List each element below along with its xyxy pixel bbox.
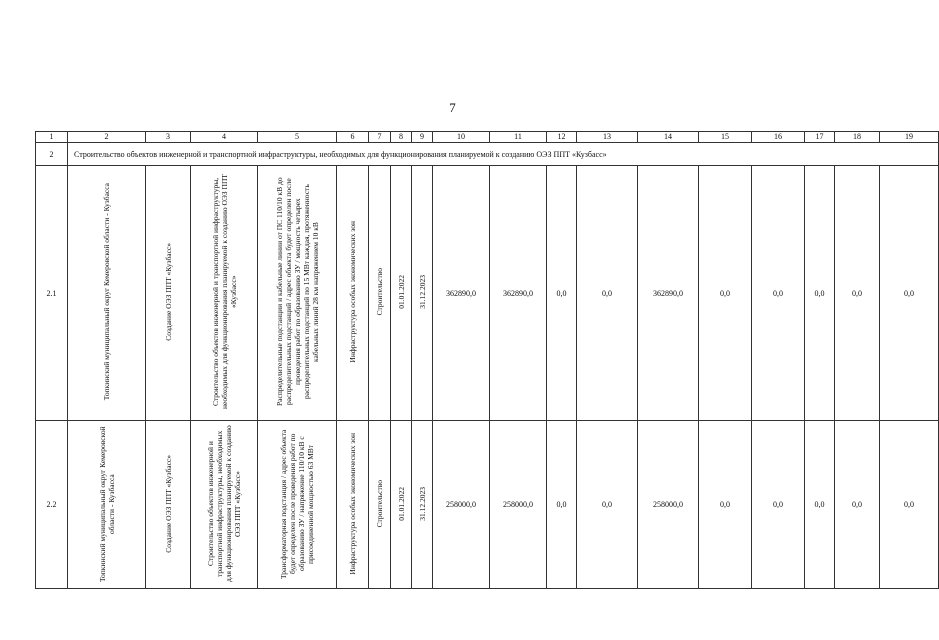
column-number: 17 (805, 132, 835, 143)
value-cell: 0,0 (805, 421, 835, 589)
column-number: 8 (391, 132, 412, 143)
value-cell: 0,0 (880, 421, 939, 589)
start-date-cell: 01.01.2022 (396, 275, 406, 309)
event-cell: Строительство объектов инженерной и транспортной инфраструктуры, необходимых для функционирования планируемой к созданию ОЭЗ ППТ «Кузбасс» (206, 425, 242, 582)
end-date-cell: 31.12.2023 (417, 275, 427, 309)
investment-table (35, 131, 939, 589)
column-number: 18 (835, 132, 880, 143)
value-cell: 0,0 (835, 421, 880, 589)
value-cell: 0,0 (577, 166, 638, 421)
event-cell: Строительство объектов инженерной и транспортной инфраструктуры, необходимых для функционирования планируемой к созданию ОЭЗ ППТ «Кузбасс» (210, 174, 238, 410)
column-number: 16 (752, 132, 805, 143)
column-number: 14 (638, 132, 699, 143)
table-row (36, 421, 939, 589)
page-number: 7 (449, 100, 456, 115)
value-cell: 0,0 (577, 421, 638, 589)
goal-cell: Создание ОЭЗ ППТ «Кузбасс» (163, 243, 173, 341)
column-number: 19 (880, 132, 939, 143)
value-cell: 362890,0 (638, 166, 699, 421)
value-cell: 0,0 (752, 166, 805, 421)
type-cell: Инфраструктура особых экономических зон (348, 221, 357, 363)
column-number: 6 (337, 132, 369, 143)
column-number: 4 (191, 132, 258, 143)
value-cell: 258000,0 (490, 421, 547, 589)
object-cell: Распределительные подстанции и кабельные линии от ПС 110/10 кВ до распределительных подстанций / адрес объекта будет определен после проведения работ по образованию ЗУ / мощность четырех распределительных подстанций по 15 МВт каждая, протяженность кабельных линий 28 км напряжением 10 кВ (274, 177, 320, 407)
value-cell: 0,0 (805, 166, 835, 421)
value-cell: 0,0 (547, 166, 577, 421)
row-number: 2.2 (36, 421, 68, 589)
goal-cell: Создание ОЭЗ ППТ «Кузбасс» (163, 454, 173, 553)
column-number: 1 (36, 132, 68, 143)
municipality-cell: Топкинский муниципальный округ Кемеровской области - Кузбасса (97, 425, 116, 582)
value-cell: 0,0 (699, 166, 752, 421)
value-cell: 0,0 (752, 421, 805, 589)
value-cell: 258000,0 (433, 421, 490, 589)
section-number: 2 (36, 143, 68, 166)
value-cell: 258000,0 (638, 421, 699, 589)
value-cell: 362890,0 (433, 166, 490, 421)
work-type-cell: Строительство (375, 479, 384, 528)
column-number: 15 (699, 132, 752, 143)
column-number: 10 (433, 132, 490, 143)
table-row (36, 166, 939, 421)
value-cell: 0,0 (880, 166, 939, 421)
section-title: Строительство объектов инженерной и транспортной инфраструктуры, необходимых для функционирования планируемой к созданию ОЭЗ ППТ «Кузбасс» (68, 143, 939, 166)
municipality-cell: Топкинский муниципальный округ Кемеровской области - Кузбасса (102, 183, 111, 401)
column-number: 9 (412, 132, 433, 143)
column-number: 7 (369, 132, 391, 143)
object-cell: Трансформаторная подстанция / адрес объекта будет определен после проведения работ по образованию ЗУ / напряжение 110/10 кВ с присоединенной мощностью 63 МВт (279, 428, 315, 579)
column-number-row (36, 132, 939, 143)
work-type-cell: Строительство (375, 268, 384, 316)
row-number: 2.1 (36, 166, 68, 421)
section-row (36, 143, 939, 166)
column-number: 13 (577, 132, 638, 143)
type-cell: Инфраструктура особых экономических зон (348, 432, 357, 575)
start-date-cell: 01.01.2022 (396, 486, 406, 521)
column-number: 5 (258, 132, 337, 143)
value-cell: 0,0 (699, 421, 752, 589)
column-number: 12 (547, 132, 577, 143)
column-number: 2 (68, 132, 146, 143)
value-cell: 362890,0 (490, 166, 547, 421)
column-number: 3 (146, 132, 191, 143)
end-date-cell: 31.12.2023 (417, 486, 427, 521)
column-number: 11 (490, 132, 547, 143)
value-cell: 0,0 (547, 421, 577, 589)
value-cell: 0,0 (835, 166, 880, 421)
